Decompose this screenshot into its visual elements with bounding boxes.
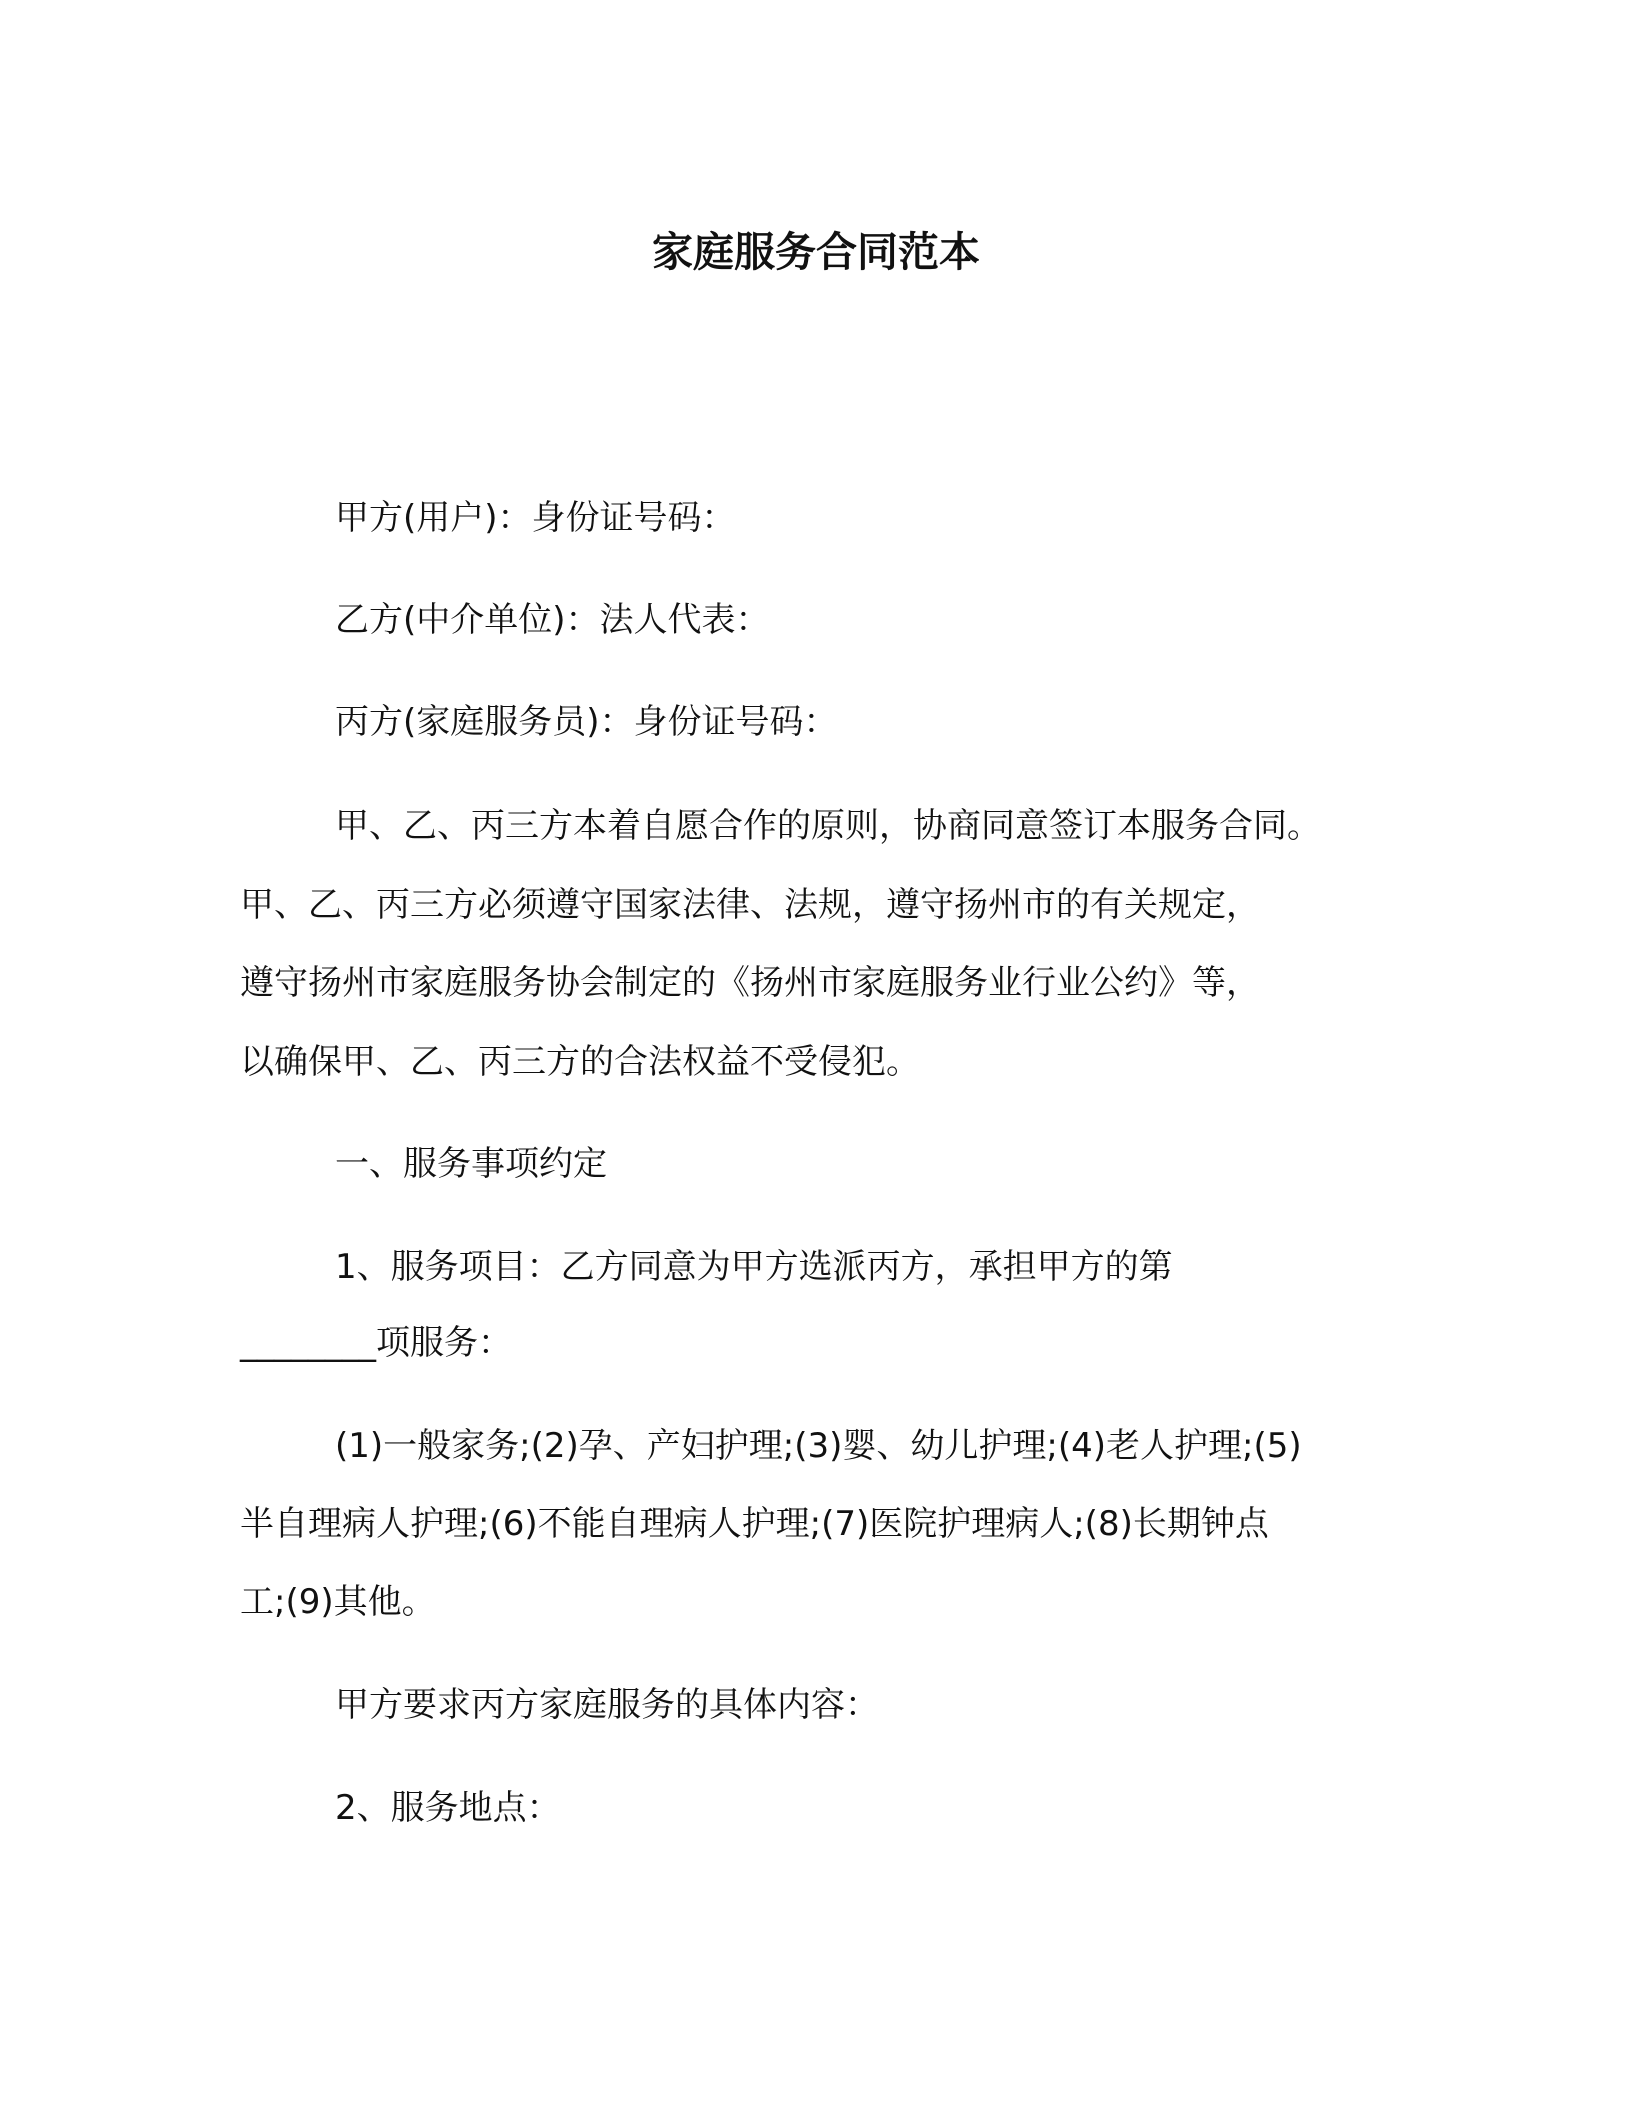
party-c-line: 丙方(家庭服务员)：身份证号码： xyxy=(335,702,838,742)
section-1-heading: 一、服务事项约定 xyxy=(335,1144,607,1184)
preamble-line-2: 甲、乙、丙三方必须遵守国家法律、法规，遵守扬州市的有关规定， xyxy=(240,885,1260,925)
preamble-line-1: 甲、乙、丙三方本着自愿合作的原则，协商同意签订本服务合同。 xyxy=(335,806,1321,846)
item-1-line-1: 1、服务项目：乙方同意为甲方选派丙方，承担甲方的第 xyxy=(335,1247,1173,1287)
item-1-line-2: ________项服务： xyxy=(240,1323,512,1363)
service-list-line-2: 半自理病人护理;(6)不能自理病人护理;(7)医院护理病人;(8)长期钟点 xyxy=(240,1504,1269,1544)
service-list-line-1: (1)一般家务;(2)孕、产妇护理;(3)婴、幼儿护理;(4)老人护理;(5) xyxy=(335,1426,1302,1466)
document-title: 家庭服务合同范本 xyxy=(652,228,980,276)
service-list-line-3: 工;(9)其他。 xyxy=(240,1582,436,1622)
item-2-line: 2、服务地点： xyxy=(335,1788,561,1828)
party-b-line: 乙方(中介单位)：法人代表： xyxy=(335,600,770,640)
preamble-line-4: 以确保甲、乙、丙三方的合法权益不受侵犯。 xyxy=(240,1042,920,1082)
preamble-line-3: 遵守扬州市家庭服务协会制定的《扬州市家庭服务业行业公约》等， xyxy=(240,963,1260,1003)
party-a-line: 甲方(用户)：身份证号码： xyxy=(335,498,736,538)
specific-content-line: 甲方要求丙方家庭服务的具体内容： xyxy=(335,1685,879,1725)
